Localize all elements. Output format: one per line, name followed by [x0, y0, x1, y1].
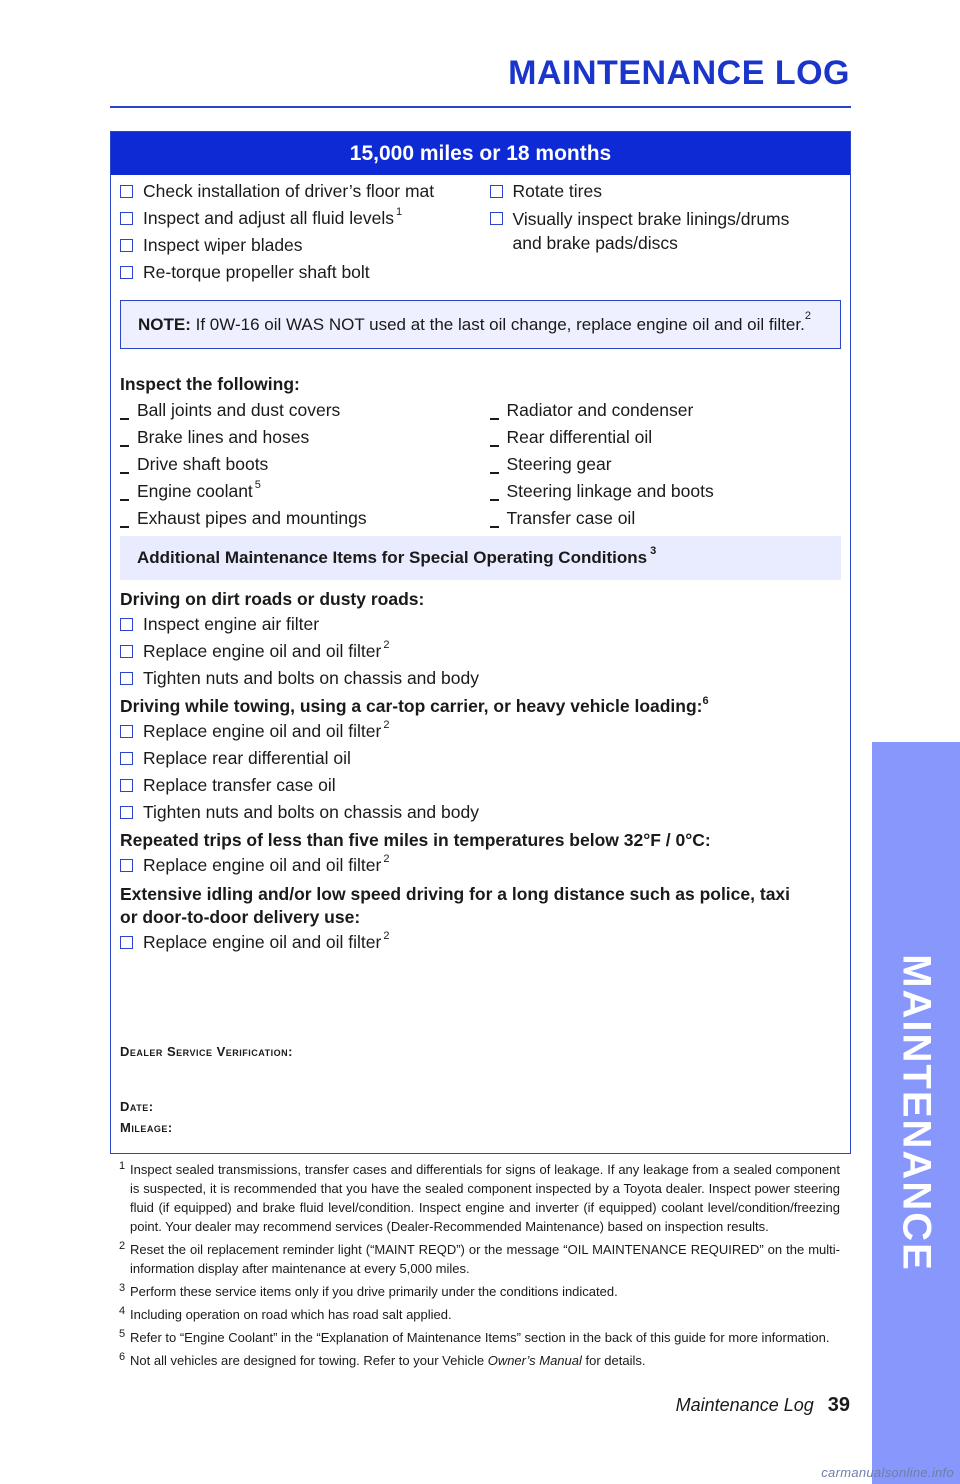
inspect-list — [120, 397, 841, 532]
checkbox-icon[interactable] — [120, 266, 133, 279]
inspect-item: Engine coolant $^5$ — [120, 478, 481, 505]
footnotes — [119, 1160, 840, 1374]
checkbox-icon[interactable] — [120, 645, 133, 658]
inspect-item: Ball joints and dust covers — [120, 397, 481, 424]
page-title: MAINTENANCE LOG — [508, 54, 850, 92]
maintenance-log-box — [110, 131, 851, 1154]
blank-line-icon — [120, 499, 129, 501]
oil-note — [120, 300, 841, 349]
footnote: 4 Including operation on road which has road salt applied. — [119, 1305, 452, 1322]
inspect-item: Rear differential oil — [490, 424, 842, 451]
condition-heading: Extensive idling and/or low speed driving for a long distance such as police, taxi or door-to-door delivery use: — [120, 884, 791, 927]
condition-item: Tighten nuts and bolts on chassis and body — [120, 799, 841, 826]
blank-line-icon — [490, 418, 499, 420]
checklist-item: Re-torque propeller shaft bolt — [120, 259, 481, 286]
footnote-ref: 5 — [254, 479, 261, 491]
inspect-item: Steering linkage and boots — [490, 478, 842, 505]
checkbox-icon[interactable] — [120, 212, 133, 225]
inspect-item: Radiator and condenser — [490, 397, 842, 424]
blank-line-icon — [490, 526, 499, 528]
page-number: 39 — [827, 1394, 850, 1416]
checkbox-icon[interactable] — [490, 185, 503, 198]
checklist-right-column — [481, 178, 842, 286]
checkbox-icon[interactable] — [490, 212, 503, 225]
blank-line-icon — [490, 445, 499, 447]
footnote: 1 Inspect sealed transmissions, transfer cases and differentials for signs of leakage. If any leakage from a sealed component is suspected, it is recommended that you have the sealed component inspected by a Toyota dealer. Inspect power steering fluid (if equipped) and brake fluid level/condition. Inspect engine and inverter (if equipped) coolant level/condition/freezing point. Your dealer may recommend services (Dealer-Recommended Maintenance) based on inspection results. — [119, 1160, 840, 1234]
page-footer — [676, 1394, 850, 1417]
checkbox-icon[interactable] — [120, 806, 133, 819]
condition-item: Replace engine oil and oil filter $^2$ — [120, 929, 841, 956]
condition-item: Replace transfer case oil — [120, 772, 841, 799]
inspect-item: Brake lines and hoses — [120, 424, 481, 451]
footnote-ref: 1 — [395, 206, 403, 218]
note-text: If 0W-16 oil WAS NOT used at the last oil change, replace engine oil and oil filter. — [195, 315, 805, 334]
blank-line-icon — [490, 499, 499, 501]
inspect-item: Drive shaft boots — [120, 451, 481, 478]
condition-heading: Driving while towing, using a car-top carrier, or heavy vehicle loading:$^6$ — [120, 695, 709, 716]
inspect-heading: Inspect the following: — [120, 374, 300, 394]
inspect-right-column — [481, 397, 842, 532]
dealer-verification-label: Dealer Service Verification: — [120, 1044, 293, 1059]
checkbox-icon[interactable] — [120, 239, 133, 252]
date-label: Date: — [120, 1099, 154, 1114]
footnote-ref: 2 — [383, 853, 390, 865]
mileage-label: Mileage: — [120, 1120, 173, 1135]
condition-item: Inspect engine air filter — [120, 611, 841, 638]
section-side-tab — [872, 742, 960, 1484]
interval-header: 15,000 miles or 18 months — [111, 132, 850, 175]
footnote: 5 Refer to “Engine Coolant” in the “Explanation of Maintenance Items” section in the back of this guide for more information. — [119, 1328, 830, 1345]
checkbox-icon[interactable] — [120, 618, 133, 631]
footnote-ref: 3 — [650, 545, 657, 557]
checklist-item: Visually inspect brake linings/drums and brake pads/discs — [490, 207, 842, 255]
inspect-left-column — [120, 397, 481, 532]
inspect-item: Exhaust pipes and mountings — [120, 505, 481, 532]
checkbox-icon[interactable] — [120, 752, 133, 765]
footnote-ref: 2 — [383, 719, 390, 731]
checkbox-icon[interactable] — [120, 672, 133, 685]
blank-line-icon — [490, 472, 499, 474]
checkbox-icon[interactable] — [120, 185, 133, 198]
checklist-item: Rotate tires — [490, 178, 842, 205]
watermark: carmanualsonline.info — [821, 1465, 954, 1480]
footnote-ref: 2 — [804, 310, 811, 322]
blank-line-icon — [120, 418, 129, 420]
blank-line-icon — [120, 472, 129, 474]
owners-manual-ref: Owner’s Manual — [487, 1353, 582, 1368]
footnote: 2 Reset the oil replacement reminder light (“MAINT REQD”) or the message “OIL MAINTENANCE REQUIRED” on the multi-information display after maintenance at every 5,000 miles. — [119, 1240, 840, 1276]
checklist-item: Check installation of driver’s floor mat — [120, 178, 481, 205]
footnote-ref: 2 — [383, 639, 390, 651]
condition-item: Replace engine oil and oil filter $^2$ — [120, 638, 841, 665]
blank-line-icon — [120, 445, 129, 447]
inspect-item: Steering gear — [490, 451, 842, 478]
title-divider — [110, 106, 851, 108]
inspect-item: Transfer case oil — [490, 505, 842, 532]
condition-item: Replace rear differential oil — [120, 745, 841, 772]
checklist-item: Inspect and adjust all fluid levels $^1$ — [120, 205, 481, 232]
note-label: NOTE: — [138, 315, 191, 334]
side-tab-label: MAINTENANCE — [894, 954, 939, 1272]
footnote-ref: 6 — [702, 695, 709, 707]
footnote: 6 Not all vehicles are designed for towing. Refer to your Vehicle Owner’s Manual for details. — [119, 1351, 646, 1368]
condition-item: Replace engine oil and oil filter $^2$ — [120, 852, 841, 879]
checkbox-icon[interactable] — [120, 779, 133, 792]
checkbox-icon[interactable] — [120, 936, 133, 949]
checklist-item: Inspect wiper blades — [120, 232, 481, 259]
condition-item: Tighten nuts and bolts on chassis and body — [120, 665, 841, 692]
condition-item: Replace engine oil and oil filter $^2$ — [120, 718, 841, 745]
footnote-ref: 2 — [383, 930, 390, 942]
checklist-left-column — [120, 178, 481, 286]
footnote: 3 Perform these service items only if you drive primarily under the conditions indicated. — [119, 1282, 618, 1299]
condition-heading: Repeated trips of less than five miles in temperatures below 32°F / 0°C: — [120, 830, 711, 850]
condition-heading: Driving on dirt roads or dusty roads: — [120, 589, 425, 609]
checkbox-icon[interactable] — [120, 725, 133, 738]
checkbox-icon[interactable] — [120, 859, 133, 872]
blank-line-icon — [120, 526, 129, 528]
footer-section-name: Maintenance Log — [675, 1395, 814, 1415]
interval-checklist — [120, 178, 841, 286]
additional-maintenance-heading: Additional Maintenance Items for Special Operating Conditions $^3$ — [120, 536, 841, 580]
special-conditions — [120, 587, 841, 956]
